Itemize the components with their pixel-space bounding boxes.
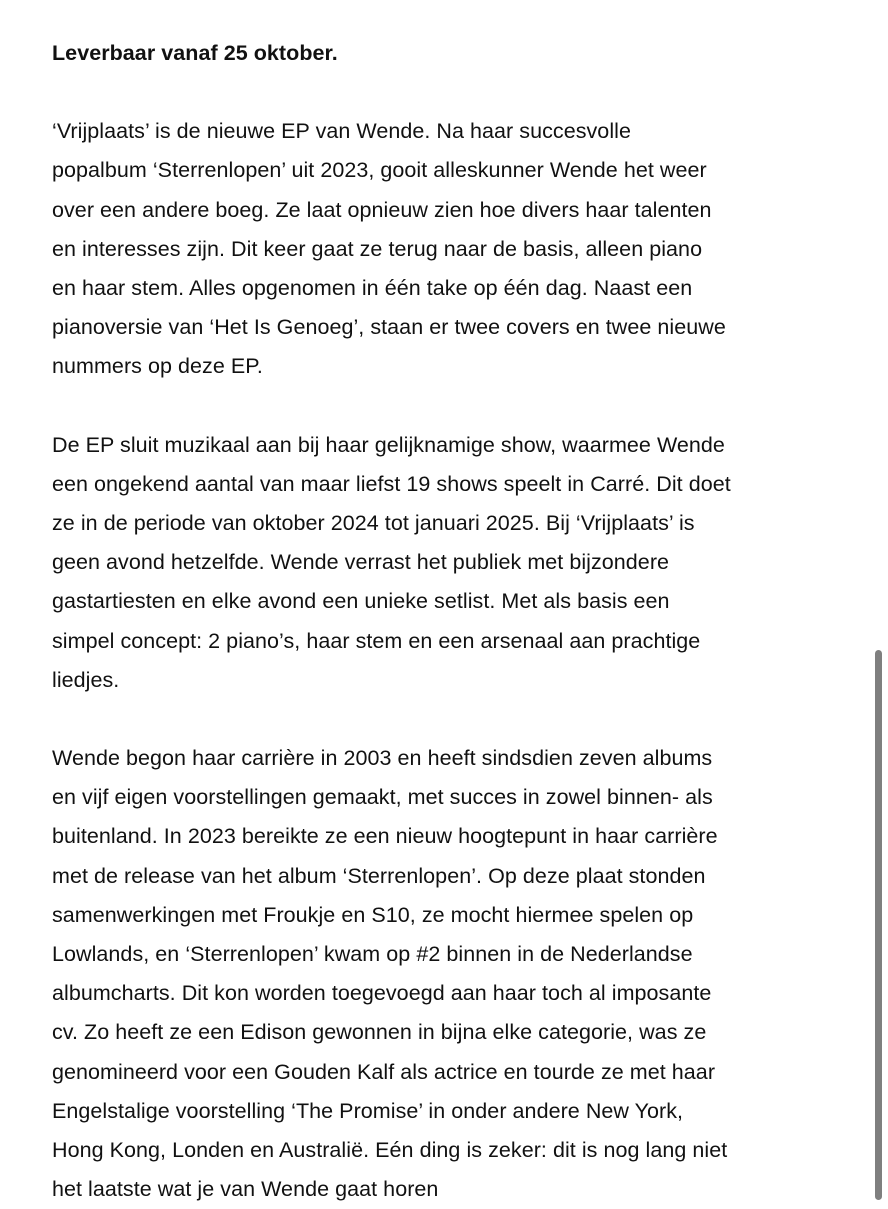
text-line: albumcharts. Dit kon worden toegevoegd aan haar toch al imposante: [52, 981, 712, 1006]
text-line: en haar stem. Alles opgenomen in één take op één dag. Naast een: [52, 276, 693, 301]
text-line: gastartiesten en elke avond een unieke setlist. Met als basis een: [52, 589, 670, 614]
text-line: een ongekend aantal van maar liefst 19 shows speelt in Carré. Dit doet: [52, 471, 731, 496]
text-line: cv. Zo heeft ze een Edison gewonnen in bijna elke categorie, was ze: [52, 1020, 707, 1045]
text-line: genomineerd voor een Gouden Kalf als actrice en tourde ze met haar: [52, 1059, 716, 1084]
text-line: liedjes.: [52, 667, 120, 692]
text-line: nummers op deze EP.: [52, 354, 263, 379]
text-line: Lowlands, en ‘Sterrenlopen’ kwam op #2 binnen in de Nederlandse: [52, 942, 693, 967]
text-line: buitenland. In 2023 bereikte ze een nieuw hoogtepunt in haar carrière: [52, 824, 718, 849]
text-line: simpel concept: 2 piano’s, haar stem en een arsenaal aan prachtige: [52, 628, 701, 653]
text-line: ze in de periode van oktober 2024 tot januari 2025. Bij ‘Vrijplaats’ is: [52, 511, 695, 536]
text-line: over een andere boeg. Ze laat opnieuw zien hoe divers haar talenten: [52, 197, 712, 222]
article-body: [52, 34, 812, 1209]
vertical-scrollbar[interactable]: [875, 650, 882, 1200]
paragraph-ep-intro: [52, 112, 812, 386]
availability-heading: Leverbaar vanaf 25 oktober.: [52, 41, 338, 65]
text-line: Engelstalige voorstelling ‘The Promise’ in onder andere New York,: [52, 1098, 684, 1123]
text-line: met de release van het album ‘Sterrenlopen’. Op deze plaat stonden: [52, 863, 706, 888]
paragraph-career: [52, 739, 812, 1209]
text-line: pianoversie van ‘Het Is Genoeg’, staan er twee covers en twee nieuwe: [52, 315, 726, 340]
text-line: ‘Vrijplaats’ is de nieuwe EP van Wende. Na haar succesvolle: [52, 119, 631, 144]
text-line: Hong Kong, Londen en Australië. Eén ding is zeker: dit is nog lang niet: [52, 1138, 728, 1163]
text-line: geen avond hetzelfde. Wende verrast het publiek met bijzondere: [52, 550, 670, 575]
text-line: De EP sluit muzikaal aan bij haar gelijknamige show, waarmee Wende: [52, 432, 725, 457]
text-line: en vijf eigen voorstellingen gemaakt, met succes in zowel binnen- als: [52, 785, 713, 810]
paragraph-show: [52, 426, 812, 700]
text-line: Wende begon haar carrière in 2003 en heeft sindsdien zeven albums: [52, 746, 713, 771]
text-line: samenwerkingen met Froukje en S10, ze mocht hiermee spelen op: [52, 902, 694, 927]
text-line: popalbum ‘Sterrenlopen’ uit 2023, gooit alleskunner Wende het weer: [52, 158, 707, 183]
text-line: en interesses zijn. Dit keer gaat ze terug naar de basis, alleen piano: [52, 236, 703, 261]
text-line: het laatste wat je van Wende gaat horen: [52, 1177, 439, 1202]
